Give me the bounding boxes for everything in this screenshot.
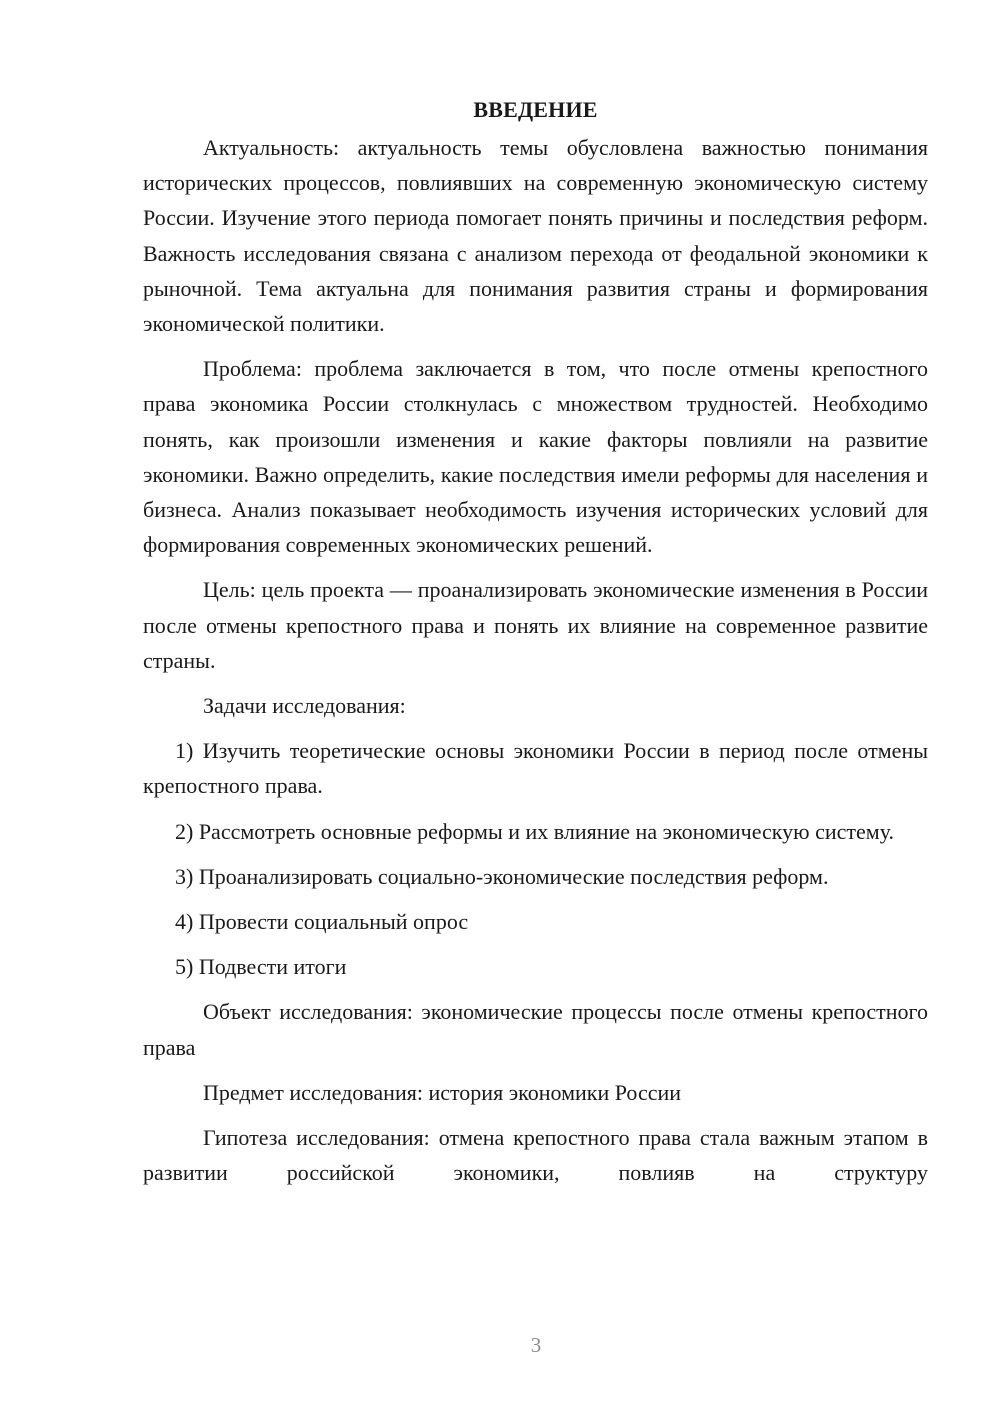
task-item-1: 1) Изучить теоретические основы экономики России в период после отмены крепостного права. bbox=[143, 738, 928, 799]
task-item-5: 5) Подвести итоги bbox=[175, 954, 347, 980]
subject-paragraph: Предмет исследования: история экономики России bbox=[203, 1079, 682, 1105]
object-paragraph: Объект исследования: экономические процессы после отмены крепостного права bbox=[143, 999, 928, 1060]
section-heading: ВВЕДЕНИЕ bbox=[473, 97, 598, 122]
tasks-title: Задачи исследования: bbox=[203, 693, 406, 719]
hypothesis-paragraph: Гипотеза исследования: отмена крепостного права стала важным этапом в развитии российской экономики, повлияв на структуру bbox=[143, 1125, 928, 1186]
task-item-4: 4) Провести социальный опрос bbox=[175, 909, 469, 935]
document-page bbox=[143, 92, 928, 1190]
page-number: 3 bbox=[530, 1333, 542, 1357]
task-item-3: 3) Проанализировать социально-экономические последствия реформ. bbox=[175, 863, 829, 889]
task-item-2: 2) Рассмотреть основные реформы и их влияние на экономическую систему. bbox=[175, 818, 895, 844]
goal-paragraph: Цель: цель проекта — проанализировать экономические изменения в России после отмены крепостного права и понять их влияние на современное развитие страны. bbox=[143, 577, 928, 673]
problem-paragraph: Проблема: проблема заключается в том, что после отмены крепостного права экономика России столкнулась с множеством трудностей. Необходимо понять, как произошли изменения и какие факторы повлияли на развитие экономики. Важно определить, какие последствия имели реформы для населения и бизнеса. Анализ показывает необходимость изучения исторических условий для формирования современных экономических решений. bbox=[143, 356, 928, 558]
relevance-paragraph: Актуальность: актуальность темы обусловлена важностью понимания исторических процессов, повлиявших на современную экономическую систему России. Изучение этого периода помогает понять причины и последствия реформ. Важность исследования связана с анализом перехода от феодальной экономики к рыночной. Тема актуальна для понимания развития страны и формирования экономической политики. bbox=[143, 135, 928, 337]
